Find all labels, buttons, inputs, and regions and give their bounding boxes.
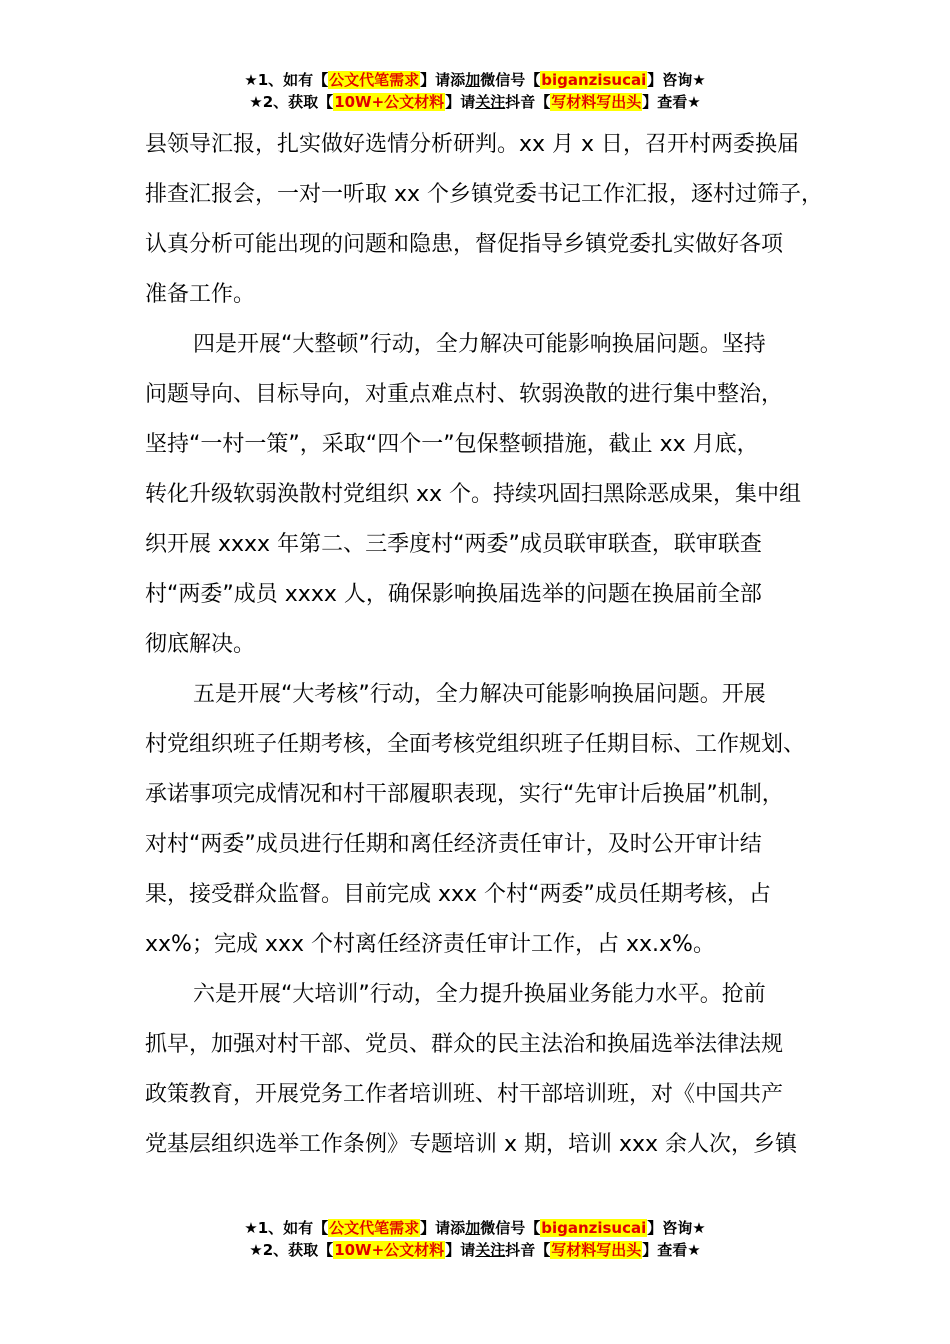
banner-line-2 (0, 1239, 950, 1261)
footer-banner (0, 1217, 950, 1261)
text-line: 四是开展“大整顿”行动，全力解决可能影响换届问题。坚持 (193, 332, 766, 357)
text-line: 问题导向、目标导向，对重点难点村、软弱涣散的进行集中整治， (145, 382, 784, 407)
underlined-text: 加 (465, 71, 481, 89)
banner-text: 】查看★ (642, 1241, 701, 1259)
text-line: 转化升级软弱涣散村党组织 xx 个。持续巩固扫黑除恶成果，集中组 (145, 482, 802, 507)
banner-text: 】查看★ (642, 93, 701, 111)
banner-text: ★2、获取【 (249, 1241, 334, 1259)
banner-text: 】咨询★ (647, 1219, 706, 1237)
banner-text: 微信号【 (480, 1219, 541, 1237)
text-line: 县领导汇报，扎实做好选情分析研判。xx 月 x 日，召开村两委换届 (145, 132, 800, 157)
banner-line-1 (0, 1217, 950, 1239)
banner-text: ★1、如有【 (244, 1219, 329, 1237)
banner-text: 微信号【 (480, 71, 541, 89)
banner-text: 】请添 (420, 71, 466, 89)
document-body (145, 120, 835, 1170)
text-line: 织开展 xxxx 年第二、三季度村“两委”成员联审联查，联审联查 (145, 532, 762, 557)
text-line: 政策教育，开展党务工作者培训班、村干部培训班，对《中国共产 (145, 1082, 784, 1107)
text-line: 彻底解决。 (145, 632, 256, 657)
text-line: 果，接受群众监督。目前完成 xxx 个村“两委”成员任期考核，占 (145, 882, 771, 907)
highlight-text: biganzisucai (541, 1219, 647, 1237)
banner-line-1 (0, 69, 950, 91)
highlight-text: 10W+公文材料 (334, 93, 445, 111)
banner-text: 抖音【 (505, 1241, 551, 1259)
highlight-text: 写材料写出头 (551, 1241, 642, 1259)
banner-text: 】请 (445, 1241, 476, 1259)
text-line: 排查汇报会，一对一听取 xx 个乡镇党委书记工作汇报，逐村过筛子， (145, 182, 824, 207)
text-line: 对村“两委”成员进行任期和离任经济责任审计，及时公开审计结 (145, 832, 762, 857)
banner-line-2 (0, 91, 950, 113)
underlined-text: 加 (465, 1219, 481, 1237)
highlight-text: 公文代笔需求 (329, 71, 420, 89)
text-line: 认真分析可能出现的问题和隐患，督促指导乡镇党委扎实做好各项 (145, 232, 784, 257)
text-line: 坚持“一村一策”，采取“四个一”包保整顿措施，截止 xx 月底， (145, 432, 759, 457)
banner-text: 】咨询★ (647, 71, 706, 89)
highlight-text: 10W+公文材料 (334, 1241, 445, 1259)
text-line: 准备工作。 (145, 282, 256, 307)
text-line: 六是开展“大培训”行动，全力提升换届业务能力水平。抢前 (193, 982, 766, 1007)
banner-text: ★2、获取【 (249, 93, 334, 111)
highlight-text: 写材料写出头 (551, 93, 642, 111)
underlined-text: 关注 (475, 93, 506, 111)
text-line: 党基层组织选举工作条例》专题培训 x 期，培训 xxx 余人次，乡镇 (145, 1132, 798, 1157)
banner-text: 】请 (445, 93, 476, 111)
highlight-text: 公文代笔需求 (329, 1219, 420, 1237)
banner-text: 抖音【 (505, 93, 551, 111)
header-banner (0, 69, 950, 113)
text-line: 五是开展“大考核”行动，全力解决可能影响换届问题。开展 (193, 682, 766, 707)
underlined-text: 关注 (475, 1241, 506, 1259)
text-line: 抓早，加强对村干部、党员、群众的民主法治和换届选举法律法规 (145, 1032, 784, 1057)
highlight-text: biganzisucai (541, 71, 647, 89)
text-line: 村党组织班子任期考核，全面考核党组织班子任期目标、工作规划、 (145, 732, 806, 757)
banner-text: ★1、如有【 (244, 71, 329, 89)
text-line: xx%；完成 xxx 个村离任经济责任审计工作，占 xx.x%。 (145, 932, 715, 957)
text-line: 承诺事项完成情况和村干部履职表现，实行“先审计后换届”机制， (145, 782, 784, 807)
text-line: 村“两委”成员 xxxx 人，确保影响换届选举的问题在换届前全部 (145, 582, 762, 607)
banner-text: 】请添 (420, 1219, 466, 1237)
